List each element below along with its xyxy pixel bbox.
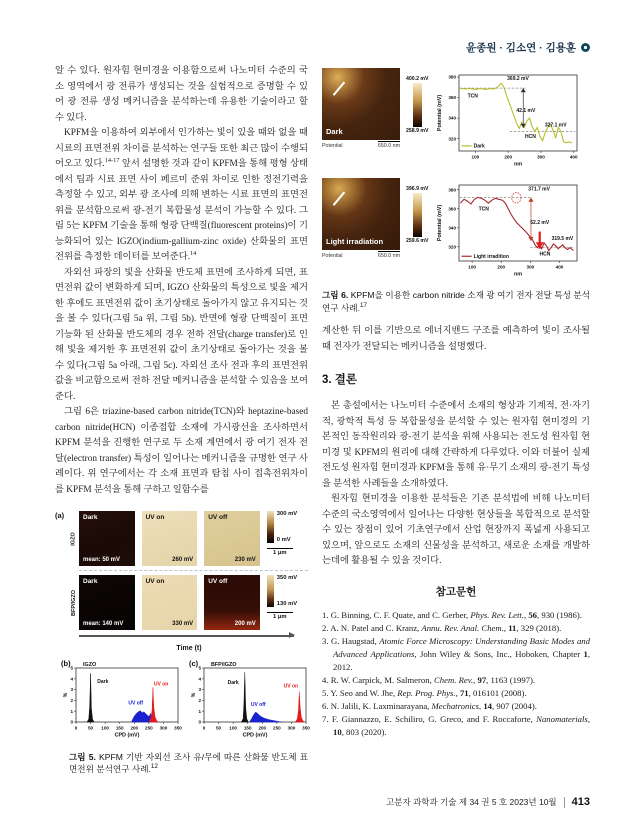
right-column <box>322 64 590 739</box>
svg-text:CPD (mV): CPD (mV) <box>114 732 140 739</box>
references-list <box>322 609 590 740</box>
svg-text:100: 100 <box>229 725 237 731</box>
svg-text:%: % <box>191 692 197 697</box>
svg-text:0: 0 <box>70 719 73 725</box>
colorbar-dark: 400.2 mV 258.9 mV <box>406 76 429 134</box>
svg-text:%: % <box>63 692 69 697</box>
figure-5-caption: 그림 5. KPFM 기반 자외선 조사 유/무에 따른 산화물 반도체 표면전위 분석연구 사례.$^{12}$ <box>69 751 308 775</box>
journal-info: 고분자 과학과 기술 제 34 권 5 호 2023년 10월 <box>386 797 557 807</box>
afm-image-bfpigzo-dark: Dark mean: 140 mV <box>79 575 135 630</box>
figure-6-panel-light: Light irradiation Potential 650.0 nm 396.9 mV 259.6 mV 100 200 300 400 320 340 360 380 nm Potential (mV) 371.7 mV TCN 52.2 mV 319.5 mV HCN Light irradition <box>322 178 590 282</box>
row-label-bfpigzo: BFP/IGZO <box>71 589 78 616</box>
authors: 윤종원 · 김소연 · 김용훈 <box>466 42 576 54</box>
svg-text:100: 100 <box>467 264 476 270</box>
scalebar-length: 1 μm <box>267 612 293 620</box>
afm-image-bfpigzo-uvoff: UV off 200 mV <box>204 575 260 630</box>
paragraph: KPFM을 이용하여 외부에서 인가하는 빛이 있을 때와 없을 때 시료의 표면전위 차이를 분석하는 연구들 또한 최근 많이 수행되어오고 있다.$^{14-17}$ 앞서 설명한 것과 같이 KPFM을 통해 평형 상태에서 팁과 시료 표면 사이 페르미 준위 차이로 인한 정전기력을 측정할 수 있고, 외부 광 조사에 의해 변하는 시료 표면의 표면전위를 분석함으로써 광-전기 복합물성 분석이 가능할 수 있다. 그림 5는 KPFM 기술을 통해 형광 단백질(fluorescent proteins)이 기능화되어 있는 IGZO(indium-gallium-zinc oxide) 산화물의 표면 전위를 측정한 데이터를 보여준다.$^{14}$ <box>55 128 308 262</box>
svg-text:5: 5 <box>70 665 73 671</box>
svg-text:2: 2 <box>198 697 201 703</box>
time-axis: Time (t) <box>79 635 299 655</box>
colorbar-gradient <box>413 83 422 127</box>
svg-text:50: 50 <box>216 725 222 731</box>
paragraph: 원자힘 현미경을 이용한 분석들은 기존 분석법에 비해 나노미터 수준의 국소영역에서 일어나는 다양한 현상들을 복합적으로 분석할 수 있는 장점이 있어 기초연구에서 산업 현장까지 폭넓게 사용되고 있으며, 앞으로도 소재의 신물성을 분석하고, 새로운 소재를 개발하는데에 활용될 수 있을 것이다. <box>322 494 590 566</box>
colorbar-gradient <box>267 511 274 543</box>
svg-text:340: 340 <box>447 225 456 231</box>
svg-text:360: 360 <box>447 206 456 212</box>
svg-text:380: 380 <box>447 74 456 80</box>
figure-5c-label: (c) <box>189 658 199 668</box>
svg-text:100: 100 <box>471 154 479 160</box>
afm-image-igzo-uvon: UV on 260 mV <box>142 511 198 566</box>
afm-image-bfpigzo-uvon: UV on 330 mV <box>142 575 198 630</box>
scalebar-length: 650.0 nm <box>377 252 400 259</box>
svg-text:IGZO: IGZO <box>83 661 97 668</box>
svg-text:nm: nm <box>513 161 522 168</box>
svg-text:380: 380 <box>447 187 456 193</box>
section-heading-conclusion: 3. 결론 <box>322 374 358 386</box>
svg-text:4: 4 <box>198 675 201 681</box>
reference-item: 4. R. W. Carpick, M. Salmeron, Chem. Rev., 97, 1163 (1997). <box>322 674 536 685</box>
svg-text:150: 150 <box>115 725 124 731</box>
svg-text:300: 300 <box>159 725 168 731</box>
svg-text:250: 250 <box>145 725 153 731</box>
scalebar-length: 650.0 nm <box>377 142 400 149</box>
svg-text:300: 300 <box>536 154 545 160</box>
svg-text:369.2 mV: 369.2 mV <box>506 76 529 83</box>
svg-text:320: 320 <box>447 244 456 250</box>
row-label-igzo: IGZO <box>71 531 78 546</box>
afm-image-igzo-uvoff: UV off 230 mV <box>204 511 260 566</box>
svg-text:200: 200 <box>258 725 267 731</box>
potential-profile-dark-chart <box>435 68 583 172</box>
page-header <box>466 40 590 55</box>
potential-profile-light-chart <box>435 178 583 282</box>
reference-item: 1. G. Binning, C. F. Quate, and C. Gerber, Phys. Rev. Lett., 56, 930 (1986). <box>322 609 582 620</box>
figure-5-row-bfpigzo <box>69 575 308 630</box>
scalebar-length: 1 μm <box>267 548 293 556</box>
svg-text:CPD (mV): CPD (mV) <box>242 732 268 739</box>
svg-text:4: 4 <box>70 675 73 681</box>
svg-text:Light irradition: Light irradition <box>473 254 509 261</box>
svg-text:200: 200 <box>496 264 505 270</box>
svg-text:3: 3 <box>198 686 201 692</box>
svg-text:HCN: HCN <box>524 134 536 141</box>
svg-text:Potential (mV): Potential (mV) <box>436 204 443 242</box>
afm-potential-image-light: Light irradiation <box>322 178 400 250</box>
svg-text:UV on: UV on <box>153 680 169 687</box>
svg-text:3: 3 <box>70 686 73 692</box>
svg-text:300: 300 <box>287 725 296 731</box>
svg-text:TCN: TCN <box>478 206 489 213</box>
svg-text:250: 250 <box>273 725 281 731</box>
svg-text:42.1 mV: 42.1 mV <box>515 107 535 114</box>
profile-line <box>333 82 345 96</box>
page-number: 413 <box>571 796 590 808</box>
svg-text:nm: nm <box>513 271 522 278</box>
svg-text:HCN: HCN <box>539 251 550 258</box>
colorbar-bfpigzo: 350 mV 130 mV 1 μm <box>267 575 308 630</box>
reference-item: 6. N. Jalili, K. Laxminarayana, Mechatronics, 14, 907 (2004). <box>322 701 537 712</box>
svg-text:Dark: Dark <box>227 679 239 686</box>
svg-text:52.2 mV: 52.2 mV <box>529 219 549 226</box>
svg-text:371.7 mV: 371.7 mV <box>527 186 550 193</box>
figure-6-panel-dark: Dark Potential 650.0 nm 400.2 mV 258.9 mV 100 200 300 400 320 340 360 380 nm Potential (mV) 369.2 mV TCN 42.1 mV 327.1 mV HCN Dark <box>322 68 590 172</box>
paragraph: 본 총설에서는 나노미터 수준에서 소재의 형상과 기계적, 전·자기적, 광학적 특성 등 복합물성을 분석할 수 있는 원자힘 현미경의 기본적인 동작원리와 광-전기 분석을 위해 사용되는 전도성 원자힘 현미경 및 KPFM의 원리에 대해 간략하게 다루었다. 이와 더불어 실제 전도성 원자힘 현미경과 KPFM을 통해 유·무기 소재의 광-전기 특성을 분석한 사례들을 소개하였다. <box>322 401 590 489</box>
svg-text:320: 320 <box>447 136 456 142</box>
figure-6 <box>322 68 590 314</box>
svg-text:200: 200 <box>503 154 512 160</box>
reference-item: 7. F. Giannazzo, E. Schiliro, G. Greco, and F. Roccaforte, Nanomaterials, 10, 803 (2020). <box>322 714 590 738</box>
svg-text:350: 350 <box>302 725 310 731</box>
colorbar-light: 396.9 mV 259.6 mV <box>406 186 429 244</box>
svg-text:0: 0 <box>202 725 206 731</box>
svg-text:2: 2 <box>70 697 73 703</box>
svg-text:350: 350 <box>174 725 182 731</box>
svg-text:360: 360 <box>447 95 456 101</box>
figure-5-row-igzo <box>69 511 308 566</box>
figure-5b-label: (b) <box>61 658 71 668</box>
svg-text:400: 400 <box>555 264 563 270</box>
page-footer <box>386 796 590 808</box>
svg-text:100: 100 <box>101 725 109 731</box>
svg-text:0: 0 <box>198 719 201 725</box>
svg-text:1: 1 <box>70 708 73 714</box>
colorbar-gradient <box>267 575 274 607</box>
reference-item: 3. G. Haugstad, Atomic Force Microscopy: Understanding Basic Modes and Advanced Applications, John Wiley & Sons, Inc., Hoboken, Chapter 1, 2012. <box>322 635 590 672</box>
time-arrow <box>79 635 294 637</box>
svg-text:Dark: Dark <box>473 143 485 150</box>
svg-text:150: 150 <box>243 725 252 731</box>
paragraph: 알 수 있다. 원자힘 현미경을 이용함으로써 나노미터 수준의 국소 영역에서 광 전류가 생성되는 것을 실험적으로 증명할 수 있어 광 전류 생성 메커니즘을 분석하는데 유용한 기술이라고 할 수 있다. <box>55 66 308 123</box>
profile-line <box>333 192 345 206</box>
svg-text:BFP/IGZO: BFP/IGZO <box>211 661 237 668</box>
histogram-bfpigzo <box>189 659 313 744</box>
svg-text:50: 50 <box>88 725 94 731</box>
svg-text:200: 200 <box>130 725 139 731</box>
author-circle-icon <box>581 43 590 52</box>
svg-text:340: 340 <box>447 115 456 121</box>
svg-text:UV off: UV off <box>128 700 144 707</box>
footer-divider <box>564 797 565 808</box>
left-column <box>55 64 308 776</box>
figure-5 <box>55 511 308 776</box>
svg-text:400: 400 <box>569 154 578 160</box>
reference-item: 2. A. N. Patel and C. Kranz, Annu. Rev. Anal. Chem., 11, 329 (2018). <box>322 622 562 633</box>
svg-text:UV on: UV on <box>283 683 299 690</box>
svg-text:TCN: TCN <box>467 93 478 100</box>
svg-text:327.1 mV: 327.1 mV <box>544 122 567 129</box>
svg-text:Dark: Dark <box>97 678 109 685</box>
svg-text:5: 5 <box>198 665 201 671</box>
paragraph: 자외선 파장의 빛을 산화물 반도체 표면에 조사하게 되면, 표면전위 값이 변화하게 되며, IGZO 산화물의 특성으로 빛을 제거한 후에도 표면전위 값이 초기상태로 돌아가지 않고 유지되는 것을 볼 수 있다(그림 5a 위, 그림 5b). 반면에 형광 단백질이 표면 기능화 된 산화물 반도체의 경우 전하 전달(charge transfer)로 인해 빛을 제거한 후 표면전위 값이 초기상태로 돌아가는 것을 볼 수 있다(그림 5a 아래, 그림 5c). 자외선 조사 전과 후의 표면전위 값을 비교함으로써 전하 전달 메커니즘을 분석할 수 있음을 보여준다. <box>55 267 308 402</box>
figure-6-caption: 그림 6. KPFM을 이용한 carbon nitride 소재 광 여기 전자 전달 특성 분석연구 사례.$^{17}$ <box>322 290 590 313</box>
svg-text:300: 300 <box>526 264 534 270</box>
reference-item: 5. Y. Seo and W. Jhe, Rep. Prog. Phys., 71, 016101 (2008). <box>322 688 527 699</box>
references-heading: 참고문헌 <box>435 585 477 598</box>
colorbar-gradient <box>413 193 422 237</box>
colorbar-igzo: 300 mV 0 mV 1 μm <box>267 511 308 566</box>
svg-text:319.5 mV: 319.5 mV <box>551 236 573 243</box>
cpd-histogram-igzo <box>61 659 185 739</box>
afm-image-igzo-dark: Dark mean: 50 mV <box>79 511 135 566</box>
histogram-igzo <box>61 659 185 744</box>
svg-text:UV off: UV off <box>250 701 266 708</box>
paragraph: 그림 6은 triazine-based carbon nitride(TCN)와 heptazine-based carbon nitride(HCN) 이종접합 소재에 가시광선을 조사하면서 KPFM 분석을 진행한 연구로 두 소재 계면에서 광 여기 전자 전달(electron transfer) 특성이 일어나는 메커니즘을 규명한 연구 사례이다. 위 연구에서는 각 소재 표면과 탐침 사이 접촉전위차이를 KPFM 분석을 통해 구하고 일함수를 <box>55 407 308 495</box>
figure-5a-label: (a) <box>55 511 65 520</box>
svg-text:1: 1 <box>198 708 201 714</box>
svg-text:0: 0 <box>74 725 78 731</box>
afm-potential-image-dark: Dark <box>322 68 400 140</box>
paragraph: 계산한 뒤 이를 기반으로 에너지밴드 구조를 예측하여 빛이 조사될 때 전자가 전달되는 메커니즘을 설명했다. <box>322 326 590 352</box>
svg-text:Potential (mV): Potential (mV) <box>436 94 443 132</box>
row-divider <box>79 570 308 571</box>
cpd-histogram-bfpigzo <box>189 659 313 739</box>
